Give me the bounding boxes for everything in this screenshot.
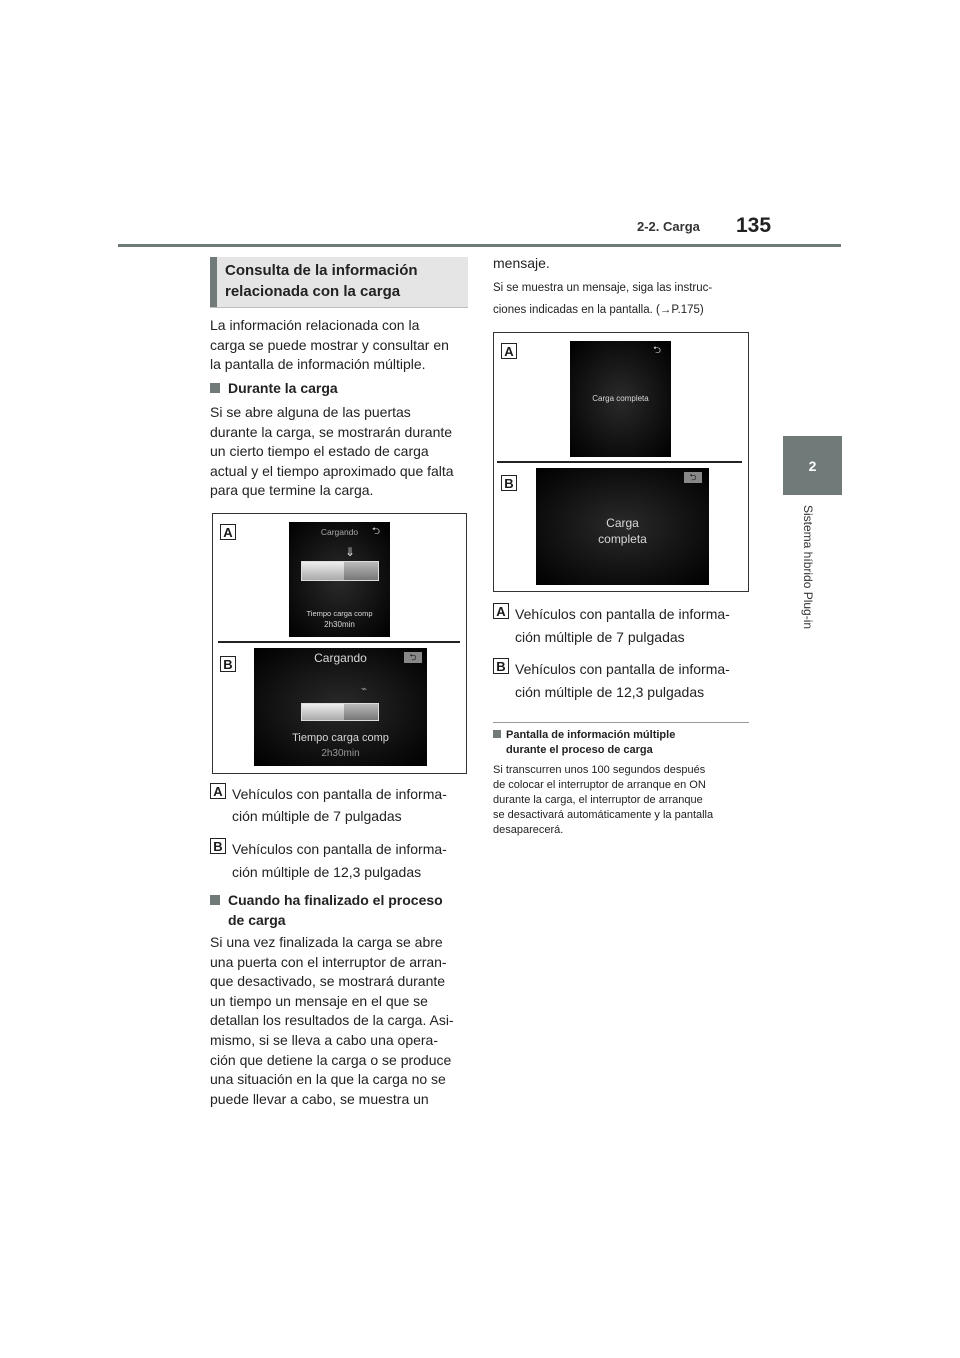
legend-item-a-cont: [232, 805, 402, 827]
screen-7in-complete: [570, 341, 671, 457]
legend-line: ción múltiple de 7 pulgadas: [232, 808, 402, 824]
legend-item-a: Vehículos con pantalla de informa-: [515, 606, 730, 622]
intro-line: La información relacionada con la: [210, 317, 420, 333]
info-paragraph: [493, 763, 753, 838]
legend-line: ción múltiple de 12,3 pulgadas: [232, 864, 422, 880]
finished-line: Si una vez finalizada la carga se abre: [210, 934, 443, 950]
info-line: de colocar el interruptor de arranque en ON: [493, 779, 706, 791]
bullet-square: [210, 383, 220, 393]
legend-letter-b: B: [493, 658, 509, 674]
info-heading-line: durante el proceso de carga: [506, 744, 653, 756]
legend-letter-b: B: [210, 838, 226, 854]
legend-letter-a: A: [493, 603, 509, 619]
heading-underline: [210, 307, 468, 308]
bullet-square: [493, 730, 501, 738]
during-line: Si se abre alguna de las puertas: [210, 404, 411, 420]
finished-heading-line: de carga: [228, 911, 286, 928]
screen-12in-charging: [254, 648, 427, 766]
charge-bar-fill: [302, 562, 344, 580]
charge-bar: [301, 561, 379, 581]
screen-12in-complete: [536, 468, 709, 585]
during-paragraph: [210, 403, 472, 501]
info-line: Si transcurren unos 100 segundos después: [493, 764, 706, 776]
during-line: durante la carga, se mostrarán durante: [210, 423, 453, 440]
chapter-number: 2: [808, 457, 817, 474]
figure-divider: [497, 461, 742, 463]
intro-line: la pantalla de información múltiple.: [210, 356, 426, 373]
finished-heading: [210, 891, 443, 930]
down-arrow-icon: ⇓: [345, 545, 356, 559]
legend-item-b-cont: ción múltiple de 12,3 pulgadas: [515, 684, 705, 700]
legend-item-a: [232, 783, 447, 805]
charging-plug-icon: ⌁: [361, 684, 368, 695]
complete-line-1: Carga: [606, 516, 639, 530]
finished-line: un tiempo un mensaje en el que se: [210, 992, 428, 1009]
header-rule: [118, 244, 841, 247]
during-line: actual y el tiempo aproximado que falta: [210, 462, 454, 479]
page-number: 135: [736, 214, 772, 237]
finished-line: detallan los resultados de la carga. Asi-: [210, 1012, 454, 1029]
time-label: Tiempo carga comp: [306, 609, 373, 618]
finished-heading-line: Cuando ha finalizado el proceso: [228, 892, 443, 908]
legend-line: Vehículos con pantalla de informa-: [232, 786, 447, 802]
figure-label-b: B: [501, 475, 517, 491]
during-line: para que termine la carga.: [210, 482, 374, 499]
note-paragraph: [493, 277, 755, 321]
finished-line: una situación en la que la carga no se: [210, 1071, 446, 1088]
finished-paragraph: [210, 933, 472, 1109]
figure-divider: [218, 641, 460, 643]
charge-bar: [301, 703, 379, 721]
intro-line: carga se puede mostrar y consultar en: [210, 336, 449, 353]
info-heading-line: Pantalla de información múltiple: [506, 729, 676, 741]
info-line: durante la carga, el interruptor de arranque: [493, 794, 703, 806]
intro-paragraph: [210, 316, 470, 375]
legend-item-b: [232, 838, 447, 860]
figure-label-a: A: [501, 343, 517, 359]
finished-line: ción que detiene la carga o se produce: [210, 1051, 452, 1068]
charge-bar-fill: [302, 704, 344, 720]
return-arrow-icon: ⮌: [653, 345, 662, 356]
time-value: 2h30min: [324, 620, 355, 629]
info-line: se desactivará automáticamente y la pantalla: [493, 809, 714, 821]
legend-item-b: Vehículos con pantalla de informa-: [515, 661, 730, 677]
legend-line: Vehículos con pantalla de informa-: [232, 841, 447, 857]
during-line: un cierto tiempo el estado de carga: [210, 443, 429, 460]
info-heading: [493, 728, 753, 758]
legend-letter-a: A: [210, 783, 226, 799]
note-line: Si se muestra un mensaje, siga las instruc-: [493, 282, 713, 294]
during-heading: [210, 379, 338, 399]
finished-line: una puerta con el interruptor de arran-: [210, 953, 447, 970]
return-arrow-icon: ⮌: [684, 472, 702, 483]
note-line: ciones indicadas en la pantalla. (→P.175): [493, 304, 704, 316]
finished-line: mismo, si se lleva a cabo una opera-: [210, 1031, 438, 1048]
legend-item-b-cont: [232, 861, 421, 883]
finished-line: que desactivado, se mostrará durante: [210, 973, 446, 990]
chapter-tab: [783, 436, 842, 495]
info-line: desaparecerá.: [493, 824, 564, 836]
section-title: 2-2. Carga: [637, 219, 700, 234]
section-heading: Consulta de la información relacionada con la carga: [210, 257, 468, 307]
chapter-label: Sistema híbrido Plug-in: [801, 505, 815, 630]
screen-7in-charging: [289, 522, 390, 637]
continued-text: mensaje.: [493, 255, 550, 271]
figure-label-a: A: [220, 524, 236, 540]
time-value: 2h30min: [321, 748, 360, 759]
finished-line: puede llevar a cabo, se muestra un: [210, 1090, 429, 1107]
figure-label-b: B: [220, 656, 236, 672]
during-heading-text: Durante la carga: [228, 380, 338, 396]
time-label: Tiempo carga comp: [292, 732, 389, 744]
screen-title: Cargando: [320, 527, 359, 537]
bullet-square: [210, 895, 220, 905]
return-arrow-icon: ⮌: [372, 526, 381, 537]
legend-item-a-cont: ción múltiple de 7 pulgadas: [515, 629, 685, 645]
info-separator: [493, 722, 749, 723]
screen-title: Cargando: [314, 651, 367, 665]
return-arrow-icon: ⮌: [404, 652, 422, 663]
complete-line-2: completa: [598, 532, 647, 546]
complete-text: Carga completa: [592, 394, 649, 403]
